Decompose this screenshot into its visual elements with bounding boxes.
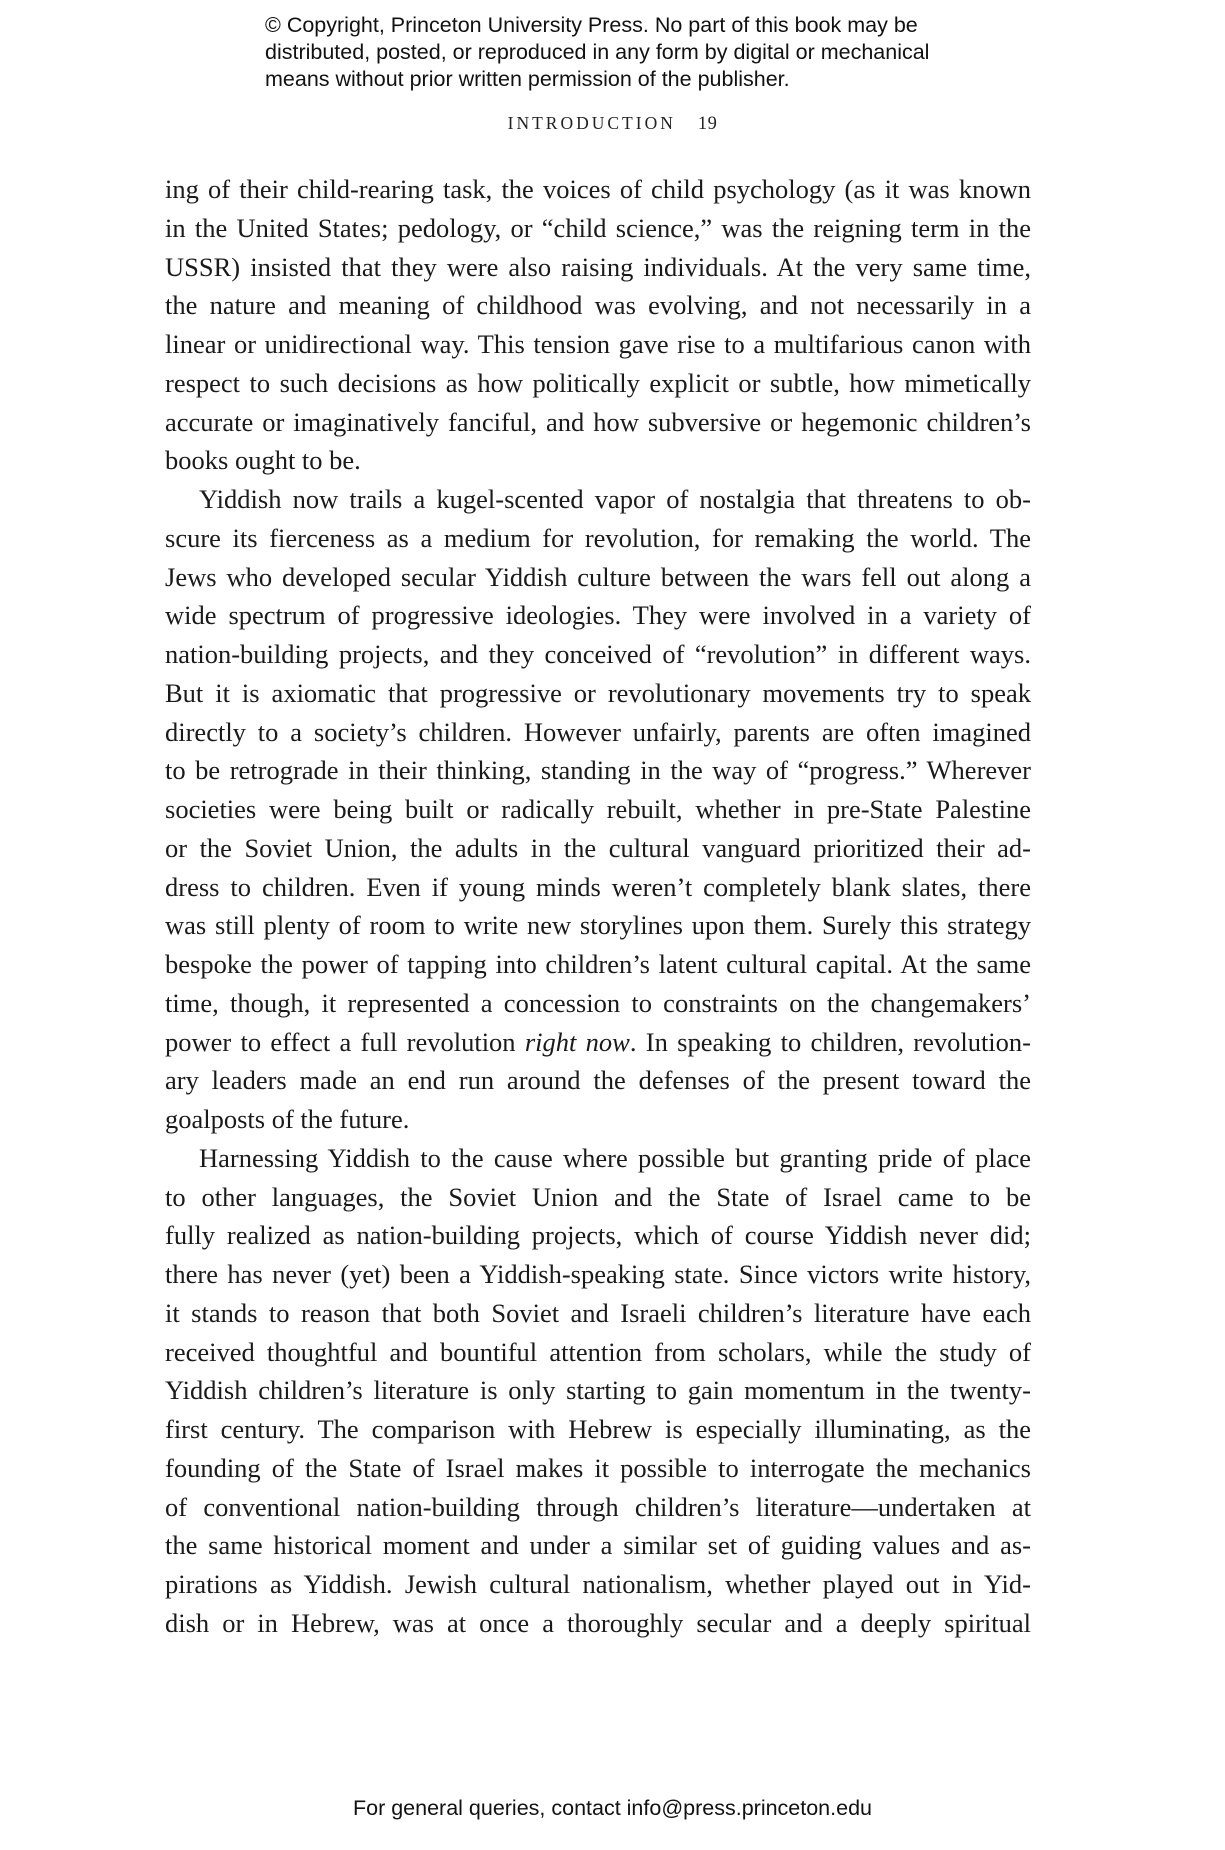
paragraph (165, 1139, 1031, 1643)
text-line: fully realized as nation-building projects, which of course Yiddish never did; (165, 1220, 1031, 1251)
text-line: books ought to be. (165, 445, 361, 476)
text-line: power to effect a full revolution right now. In speaking to children, revolution- (165, 1026, 1031, 1057)
text-line: But it is axiomatic that progressive or revolutionary movements try to speak (165, 677, 1031, 708)
text-line: there has never (yet) been a Yiddish-speaking state. Since victors write history, (165, 1259, 1031, 1289)
text-line: to other languages, the Soviet Union and the State of Israel came to be (165, 1181, 1031, 1212)
text-line: or the Soviet Union, the adults in the cultural vanguard prioritized their ad- (165, 832, 1031, 863)
text-line: founding of the State of Israel makes it possible to interrogate the mechanics (165, 1452, 1031, 1483)
text-line: USSR) insisted that they were also raising individuals. At the very same time, (165, 251, 1031, 282)
text-line: societies were being built or radically rebuilt, whether in pre-State Palestine (165, 794, 1031, 824)
text-line: directly to a society’s children. However unfairly, parents are often imagined (165, 716, 1031, 747)
copyright-notice (265, 12, 1025, 93)
chapter-title: INTRODUCTION (507, 113, 676, 133)
text-line: bespoke the power of tapping into children’s latent cultural capital. At the same (165, 949, 1031, 979)
text-line: respect to such decisions as how politically explicit or subtle, how mimetically (165, 367, 1031, 398)
emphasis: right now (524, 1026, 630, 1057)
text-line: of conventional nation-building through children’s literature—undertaken at (165, 1491, 1031, 1522)
text-line: Yiddish now trails a kugel-scented vapor of nostalgia that threatens to ob- (199, 484, 1031, 514)
copyright-line: distributed, posted, or reproduced in any form by digital or mechanical (265, 40, 930, 64)
text-line: to be retrograde in their thinking, standing in the way of “progress.” Wherever (165, 755, 1031, 786)
text-line: dress to children. Even if young minds weren’t completely blank slates, there (165, 871, 1031, 902)
text-line: ary leaders made an end run around the defenses of the present toward the (165, 1065, 1031, 1096)
page-number: 19 (697, 114, 718, 134)
copyright-line: means without prior written permission of the publisher. (265, 67, 790, 91)
running-head (0, 113, 1225, 135)
text-line: nation-building projects, and they conceived of “revolution” in different ways. (165, 639, 1031, 669)
text-line: in the United States; pedology, or “child science,” was the reigning term in the (165, 212, 1031, 243)
footer-contact: For general queries, contact info@press.princeton.edu (352, 1796, 872, 1820)
text-line: received thoughtful and bountiful attention from scholars, while the study of (165, 1336, 1031, 1367)
text-line: was still plenty of room to write new storylines upon them. Surely this strategy (165, 910, 1031, 941)
text-line: accurate or imaginatively fanciful, and how subversive or hegemonic children’s (165, 406, 1031, 437)
body-text (165, 170, 1031, 1643)
paragraph (165, 170, 1031, 480)
text-line: Jews who developed secular Yiddish culture between the wars fell out along a (165, 561, 1031, 592)
text-line: linear or unidirectional way. This tension gave rise to a multifarious canon with (165, 329, 1031, 359)
text-line: goalposts of the future. (165, 1104, 410, 1134)
text-line: Yiddish children’s literature is only starting to gain momentum in the twenty- (165, 1375, 1031, 1406)
text-line: first century. The comparison with Hebrew is especially illuminating, as the (165, 1414, 1031, 1444)
text-line: scure its fierceness as a medium for revolution, for remaking the world. The (165, 522, 1031, 553)
text-line: time, though, it represented a concession to constraints on the changemakers’ (165, 987, 1031, 1018)
text-line: pirations as Yiddish. Jewish cultural nationalism, whether played out in Yid- (165, 1569, 1031, 1599)
copyright-line: © Copyright, Princeton University Press. No part of this book may be (265, 13, 918, 37)
text-line: the same historical moment and under a similar set of guiding values and as- (165, 1530, 1031, 1561)
text-line: it stands to reason that both Soviet and Israeli children’s literature have each (165, 1297, 1031, 1328)
paragraph (165, 480, 1031, 1139)
text-line: wide spectrum of progressive ideologies. They were involved in a variety of (165, 600, 1031, 631)
text-line: ing of their child-rearing task, the voices of child psychology (as it was known (165, 174, 1031, 204)
text-line: the nature and meaning of childhood was evolving, and not necessarily in a (165, 290, 1031, 321)
text-line: Harnessing Yiddish to the cause where possible but granting pride of place (199, 1142, 1031, 1173)
text-line: dish or in Hebrew, was at once a thoroughly secular and a deeply spiritual (165, 1607, 1031, 1638)
